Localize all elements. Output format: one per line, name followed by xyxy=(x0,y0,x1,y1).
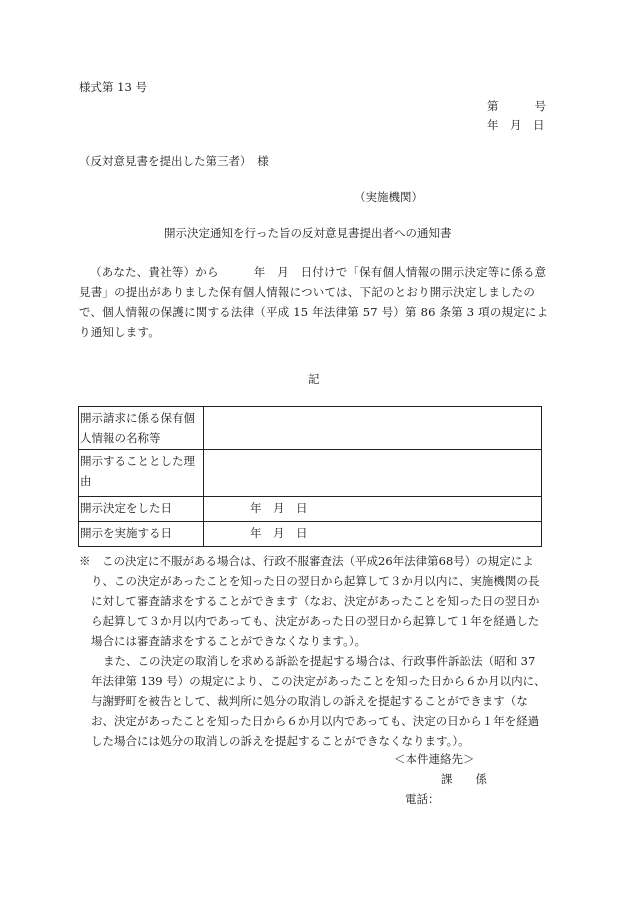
row-label: 開示請求に係る保有個人情報の名称等 xyxy=(79,407,204,450)
row-label: 開示を実施する日 xyxy=(79,522,204,547)
row-value xyxy=(204,450,542,497)
document-title: 開示決定通知を行った旨の反対意見書提出者への通知書 xyxy=(164,226,452,240)
form-number: 様式第 13 号 xyxy=(79,80,147,94)
notes-section xyxy=(79,551,549,751)
row-value: 年 月 日 xyxy=(204,497,542,522)
row-label: 開示することとした理由 xyxy=(79,450,204,497)
row-value: 年 月 日 xyxy=(204,522,542,547)
info-table xyxy=(78,406,542,547)
table-row xyxy=(79,450,542,497)
ki-heading: 記 xyxy=(308,372,320,386)
contact-phone: 電話： xyxy=(405,792,440,806)
row-label: 開示決定をした日 xyxy=(79,497,204,522)
table-row xyxy=(79,497,542,522)
reference-number xyxy=(487,98,546,114)
contact-title: ＜本件連絡先＞ xyxy=(394,752,475,766)
table-row xyxy=(79,522,542,547)
appeal-note: ※ この決定に不服がある場合は、行政不服審査法（平成26年法律第68号）の規定により、この決定があったことを知った日の翌日から起算して３か月以内に、実施機関の長に対して審査請求をすることができます（なお、決定があったことを知った日の翌日から起算して３か月以内であっても、決定があった日の翌日から起算して１年を経過した場合には審査請求をすることができなくなります。）。 xyxy=(79,554,540,648)
agency-name: （実施機関） xyxy=(354,190,423,204)
body-paragraph: （あなた、貴社等）から 年 月 日付けで「保有個人情報の開示決定等に係る意見書」の提出がありました保有個人情報については、下記のとおり開示決定しましたので、個人情報の保護に関する法律（平成 15 年法律第 57 号）第 86 条第 3 項の規定により通知します。 xyxy=(79,265,549,339)
row-value xyxy=(204,407,542,450)
issue-date: 年 月 日 xyxy=(487,118,545,132)
ref-prefix: 第 xyxy=(487,99,499,113)
addressee: （反対意見書を提出した第三者） 様 xyxy=(79,154,269,168)
ref-suffix: 号 xyxy=(534,99,546,113)
lawsuit-note: また、この決定の取消しを求める訴訟を提起する場合は、行政事件訴訟法（昭和 37 年法律第 139 号）の規定により、この決定があったことを知った日から６か月以内に、与謝野町を被告として、裁判所に処分の取消しの訴えを提起することができます（なお、決定があったことを知った日から６か月以内であっても、決定の日から１年を経過した場合には処分の取消しの訴えを提起することができなくなります。）。 xyxy=(91,654,546,748)
table-row xyxy=(79,407,542,450)
contact-department: 課 係 xyxy=(441,772,487,786)
